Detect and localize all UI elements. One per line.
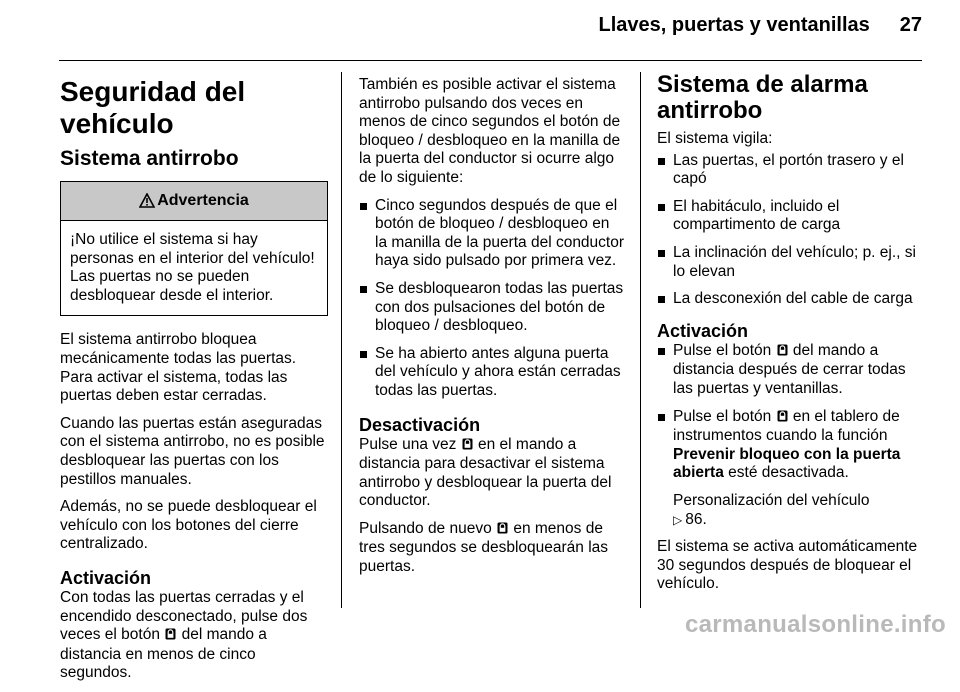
bullet-square-icon: [658, 348, 665, 355]
bullet-square-icon: [360, 286, 367, 293]
header-rule: [59, 60, 922, 61]
activation-list: [657, 342, 925, 529]
conditions-list: [359, 197, 625, 401]
header-title: Llaves, puertas y ventanillas: [598, 14, 870, 36]
column-2: [359, 76, 625, 586]
list-item: Pulse el botón en el tablero de instrumentos cuando la función Prevenir bloqueo con la puerta abierta esté desactivada. Personalización del vehículo ▷ 86.: [657, 408, 925, 530]
lock-icon: [777, 409, 788, 428]
warning-text: ¡No utilice el sistema si hay personas en el interior del vehículo! Las puertas no se pueden desbloquear desde el interior.: [70, 231, 315, 304]
page-number: 27: [899, 14, 922, 36]
lock-icon: [165, 627, 176, 646]
list-item: Las puertas, el portón trasero y el capó: [657, 152, 925, 189]
bullet-square-icon: [658, 204, 665, 211]
watermark: carmanualsonline.info: [684, 611, 946, 638]
column-1: [60, 72, 328, 692]
list-item: Pulse el botón del mando a distancia después de cerrar todas las puertas y ventanillas.: [657, 342, 925, 399]
list-item: Se desbloquearon todas las puertas con dos pulsaciones del botón de bloqueo / desbloqueo.: [359, 280, 625, 336]
warning-title: Advertencia: [157, 192, 249, 209]
cross-reference[interactable]: Personalización del vehículo ▷ 86.: [673, 491, 870, 528]
monitor-list: [657, 152, 925, 309]
bullet-square-icon: [360, 351, 367, 358]
paragraph: Pulsando de nuevo en menos de tres segundos se desbloquearán las puertas.: [359, 519, 609, 576]
running-header: [599, 14, 923, 37]
lock-icon: [497, 521, 508, 540]
subsection-title: Sistema antirrobo: [60, 147, 239, 170]
paragraph: Pulse una vez en el mando a distancia para desactivar el sistema antirrobo y desbloquear la puerta del conductor.: [359, 435, 612, 510]
bullet-square-icon: [658, 296, 665, 303]
list-item: La inclinación del vehículo; p. ej., si lo elevan: [657, 244, 925, 281]
heading-activacion: Activación: [657, 320, 749, 341]
list-item: Se ha abierto antes alguna puerta del vehículo y ahora están cerradas todas las puertas.: [359, 345, 625, 401]
list-item: El habitáculo, incluido el compartimento de carga: [657, 198, 925, 235]
bullet-square-icon: [360, 203, 367, 210]
column-divider-1: [341, 72, 342, 608]
heading-activacion: Activación: [60, 567, 152, 588]
bullet-square-icon: [658, 250, 665, 257]
heading-desactivacion: Desactivación: [359, 414, 481, 435]
page-ref-arrow-icon: ▷: [673, 512, 683, 527]
warning-header: [61, 182, 327, 221]
paragraph: Además, no se puede desbloquear el vehículo con los botones del cierre centralizado.: [60, 498, 317, 553]
paragraph: Con todas las puertas cerradas y el encendido desconectado, pulse dos veces el botón del mando a distancia en menos de cinco segundos.: [60, 588, 308, 682]
warning-triangle-icon: [139, 185, 155, 223]
paragraph: Cuando las puertas están aseguradas con el sistema antirrobo, no es posible desbloquear las puertas con los pestillos manuales.: [60, 414, 325, 488]
lock-icon: [462, 437, 473, 456]
paragraph: El sistema antirrobo bloquea mecánicamente todas las puertas. Para activar el sistema, todas las puertas deben estar cerradas.: [60, 331, 297, 405]
column-divider-2: [640, 72, 641, 608]
section-title: Seguridad del vehículo: [60, 76, 246, 139]
paragraph: También es posible activar el sistema antirrobo pulsando dos veces en menos de cinco segundos el botón de bloqueo / desbloqueo en la manilla de la puerta del conductor si ocurre algo de lo siguiente:: [359, 76, 621, 186]
lock-icon: [777, 343, 788, 362]
bullet-square-icon: [658, 414, 665, 421]
alarm-title: Sistema de alarma antirrobo: [657, 71, 868, 124]
function-name: Prevenir bloqueo con la puerta abierta: [673, 445, 901, 482]
list-item: Cinco segundos después de que el botón de bloqueo / desbloqueo en la manilla de la puerta del conductor haya sido pulsado por primera vez.: [359, 197, 625, 271]
paragraph: El sistema vigila:: [657, 130, 773, 147]
warning-box: [60, 181, 328, 316]
list-item: La desconexión del cable de carga: [657, 290, 925, 309]
column-3: [657, 72, 925, 603]
bullet-square-icon: [658, 158, 665, 165]
paragraph: El sistema se activa automáticamente 30 segundos después de bloquear el vehículo.: [657, 538, 918, 593]
